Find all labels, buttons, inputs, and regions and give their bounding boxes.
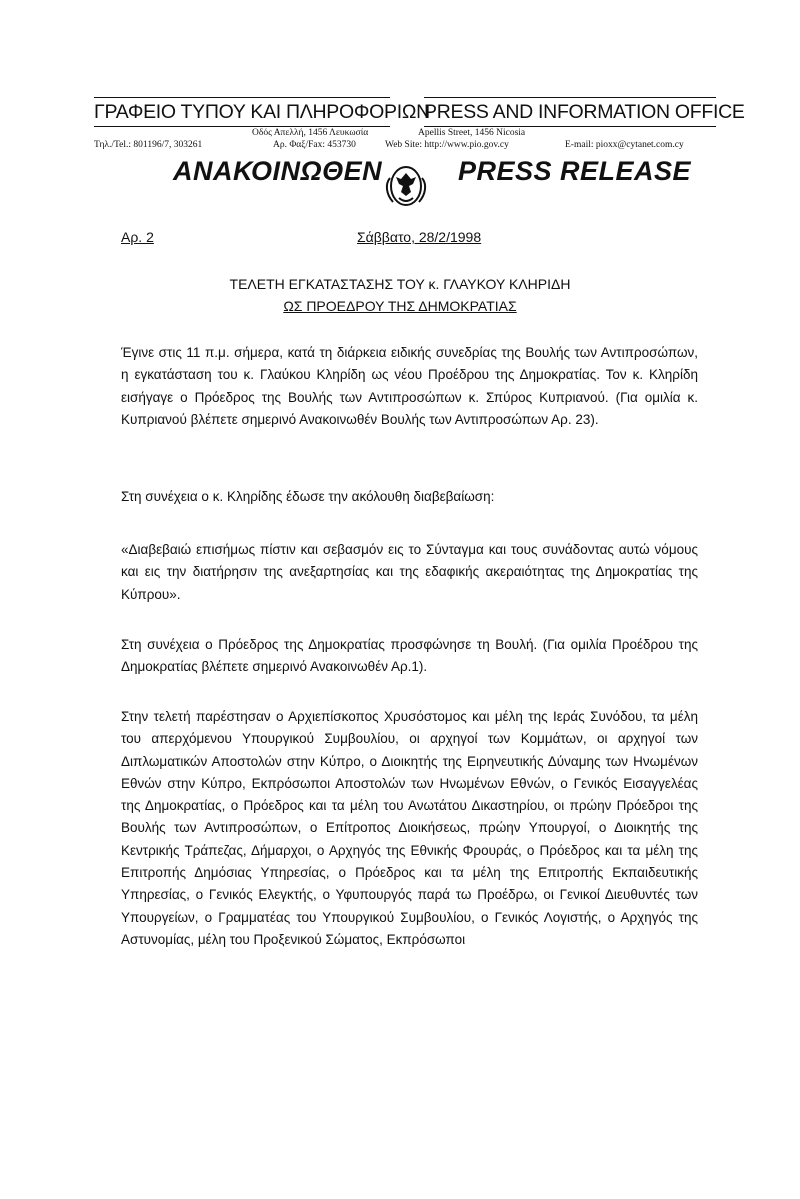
office-title-english: PRESS AND INFORMATION OFFICE <box>424 101 745 123</box>
paragraph-4: Στη συνέχεια ο Πρόεδρος της Δημοκρατίας προσφώνησε τη Βουλή. (Για ομιλία Προέδρου της Δημοκρατίας βλέπετε σημερινό Ανακοινωθέν Αρ.1). <box>121 637 698 675</box>
website: Web Site: http://www.pio.gov.cy <box>385 140 509 150</box>
press-release-greek: ΑΝΑΚΟΙΝΩΘΕΝ <box>173 156 383 186</box>
coat-of-arms-icon <box>381 160 431 210</box>
email: E-mail: pioxx@cytanet.com.cy <box>565 140 684 150</box>
address-english: Apellis Street, 1456 Nicosia <box>418 128 526 138</box>
paragraph-2: Στη συνέχεια ο κ. Κληρίδης έδωσε την ακόλουθη διαβεβαίωση: <box>121 489 495 504</box>
address-greek: Οδός Απελλή, 1456 Λευκωσία <box>252 128 369 138</box>
headline-line-2: ΩΣ ΠΡΟΕΔΡΟΥ ΤΗΣ ΔΗΜΟΚΡΑΤΙΑΣ <box>283 298 517 314</box>
press-release-english: PRESS RELEASE <box>458 156 692 186</box>
release-number: Αρ. 2 <box>121 229 154 245</box>
release-date: Σάββατο, 28/2/1998 <box>357 229 482 245</box>
office-title-greek: ΓΡΑΦΕΙΟ ΤΥΠΟΥ ΚΑΙ ΠΛΗΡΟΦΟΡΙΩΝ <box>94 101 430 123</box>
oath-quote: «Διαβεβαιώ επισήμως πίστιν και σεβασμόν εις το Σύνταγμα και τους συνάδοντας αυτώ νόμους και εις την διατήρησιν της ανεξαρτησίας και της εδαφικής ακεραιότητας της Δημοκρατίας της Κύπρου». <box>121 542 698 602</box>
paragraph-1: Έγινε στις 11 π.μ. σήμερα, κατά τη διάρκεια ειδικής συνεδρίας της Βουλής των Αντιπροσώπων, η εγκατάσταση του κ. Γλαύκου Κληρίδη ως νέου Προέδρου της Δημοκρατίας. Τον κ. Κληρίδη εισήγαγε ο Πρόεδρος της Βουλής των Αντιπροσώπων κ. Σπύρος Κυπριανού. (Για ομιλία κ. Κυπριανού βλέπετε σημερινό Ανακοινωθέν Βουλής των Αντιπροσώπων Αρ. 23). <box>121 345 698 427</box>
header-rule-right-bottom <box>424 126 716 127</box>
header-rule-right-top <box>424 97 716 98</box>
telephone: Τηλ./Tel.: 801196/7, 303261 <box>94 140 203 150</box>
headline-line-1: ΤΕΛΕΤΗ ΕΓΚΑΤΑΣΤΑΣΗΣ ΤΟΥ κ. ΓΛΑΥΚΟΥ ΚΛΗΡΙΔΗ <box>229 276 571 292</box>
header-rule-left-top <box>94 97 390 98</box>
header-rule-left-bottom <box>94 126 390 127</box>
paragraph-5: Στην τελετή παρέστησαν ο Αρχιεπίσκοπος Χρυσόστομος και μέλη της Ιεράς Συνόδου, τα μέλη του απερχόμενου Υπουργικού Συμβουλίου, οι αρχηγοί των Κομμάτων, οι αρχηγοί των Διπλωματικών Αποστολών στην Κύπρο, ο Διοικητής της Ειρηνευτικής Δύναμης των Ηνωμένων Εθνών στην Κύπρο, Εκπρόσωποι Αποστολών των Ηνωμένων Εθνών, ο Γενικός Εισαγγελέας της Δημοκρατίας, ο Πρόεδρος και τα μέλη του Ανωτάτου Δικαστηρίου, οι πρώην Πρόεδροι της Βουλής των Αντιπροσώπων, ο Επίτροπος Διοικήσεως, πρώην Υπουργοί, ο Διοικητής της Κεντρικής Τράπεζας, Δήμαρχοι, ο Αρχηγός της Εθνικής Φρουράς, ο Πρόεδρος και τα μέλη της Επιτροπής Δημόσιας Υπηρεσίας, ο Πρόεδρος και τα μέλη της Επιτροπής Εκπαιδευτικής Υπηρεσίας, ο Γενικός Ελεγκτής, ο Υφυπουργός παρά τω Προέδρω, οι Γενικοί Διευθυντές των Υπουργείων, ο Γραμματέας του Υπουργικού Συμβουλίου, ο Γενικός Λογιστής, ο Αρχηγός της Αστυνομίας, μέλη του Προξενικού Σώματος, Εκπρόσωποι <box>121 709 698 947</box>
fax: Αρ. Φαξ/Fax: 453730 <box>273 140 356 150</box>
